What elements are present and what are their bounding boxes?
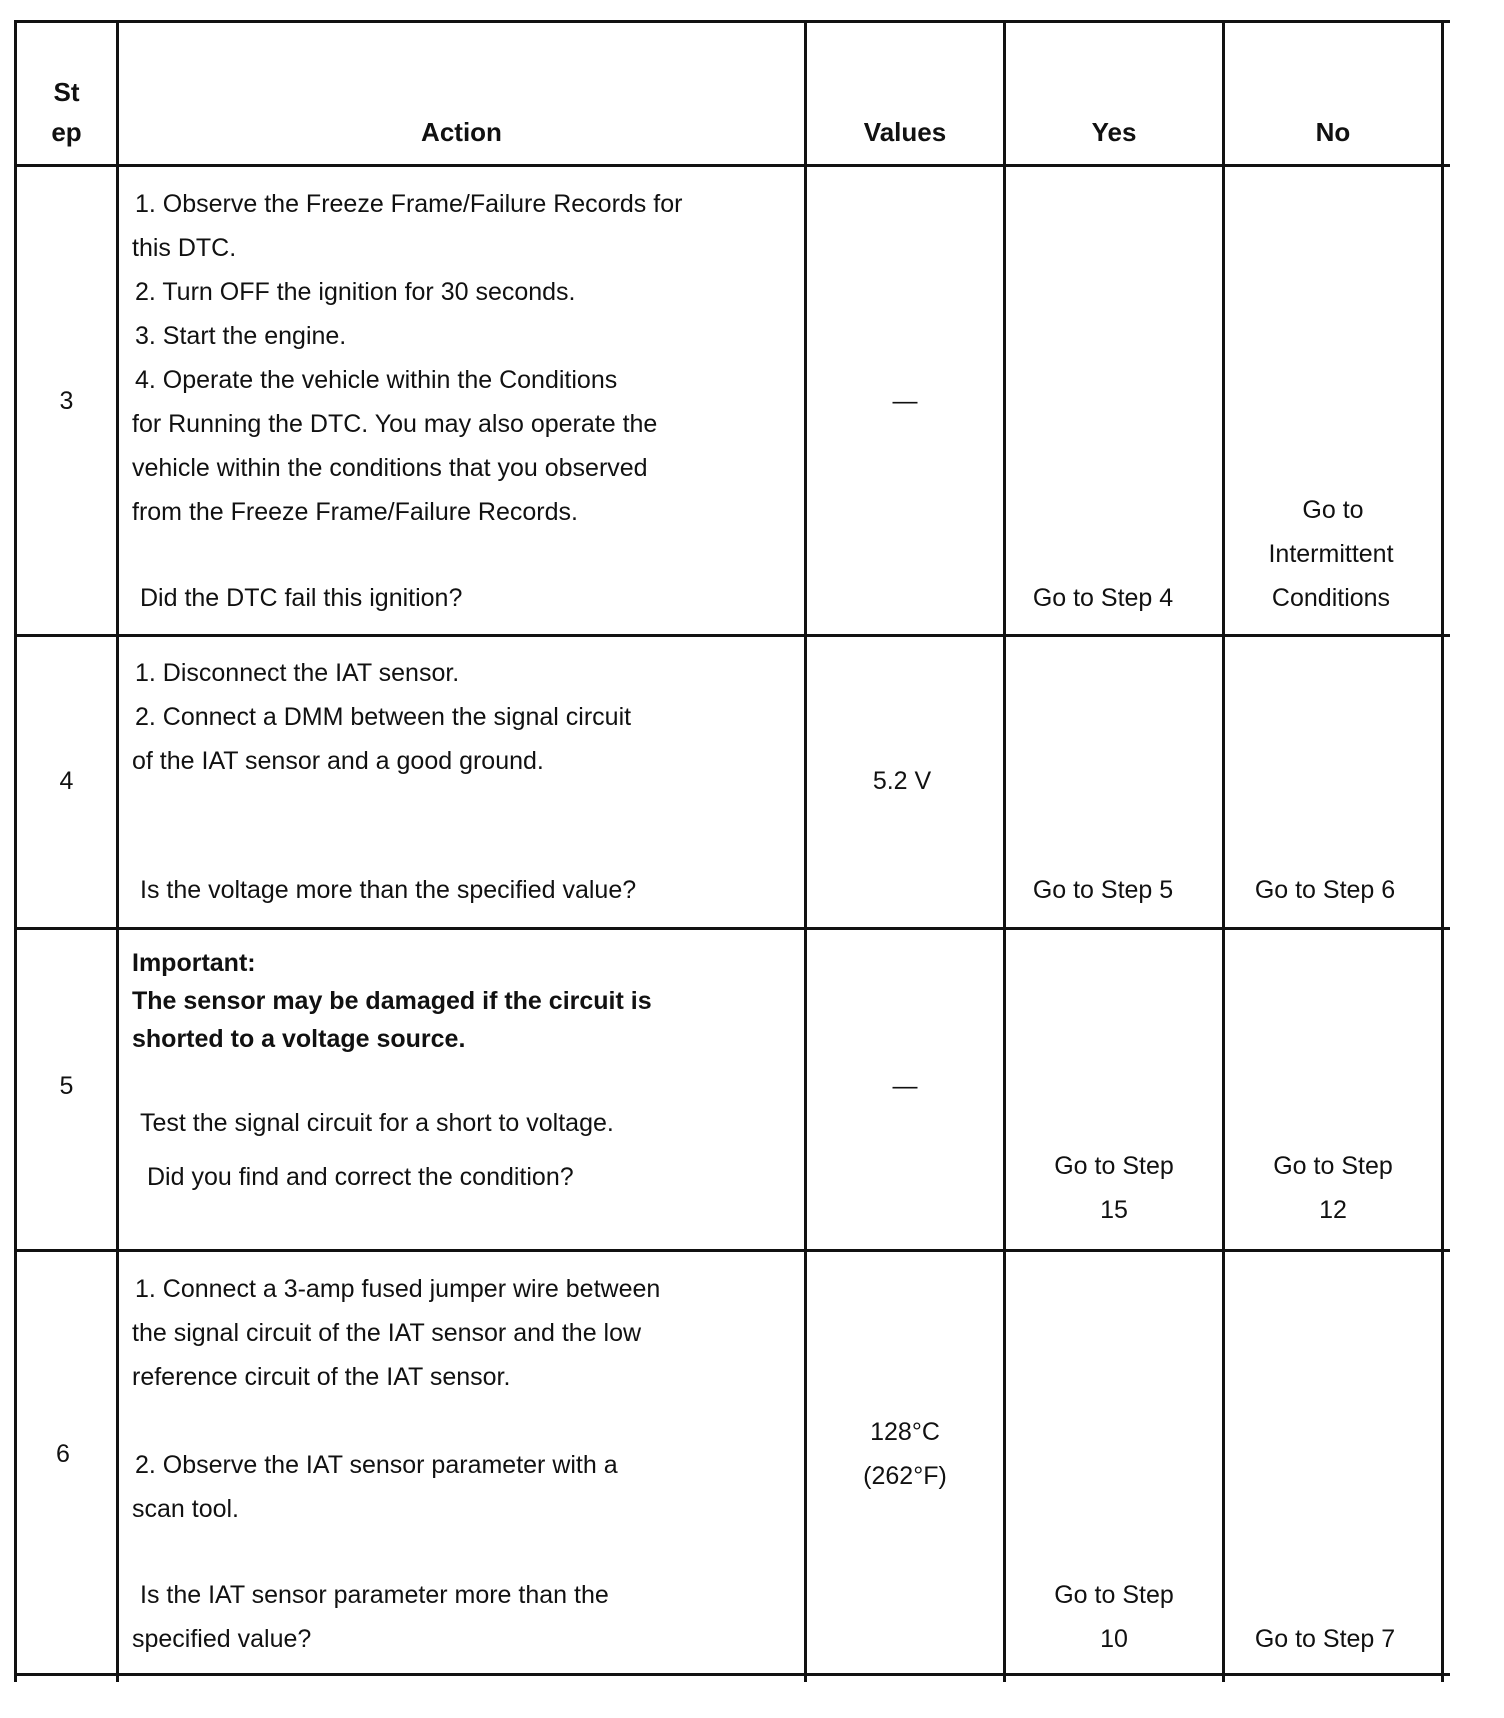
action-line: vehicle within the conditions that you observed [132, 454, 648, 482]
column-divider [1222, 20, 1225, 1682]
no-cell-line: Go to Step [1273, 1152, 1393, 1180]
header-step-line2: ep [51, 117, 82, 147]
action-line: 2. Turn OFF the ignition for 30 seconds. [135, 278, 576, 306]
header-yes: Yes [1091, 117, 1137, 147]
table-border-bottom [14, 1673, 1450, 1676]
action-line: Test the signal circuit for a short to voltage. [140, 1109, 614, 1137]
action-line: 1. Disconnect the IAT sensor. [135, 659, 460, 687]
action-question: Did you find and correct the condition? [147, 1163, 574, 1191]
value-cell-line: 128°C [870, 1418, 940, 1446]
step-number: 4 [59, 767, 74, 795]
table-border-top [14, 20, 1450, 23]
no-cell: Go to Step 6 [1254, 876, 1396, 904]
header-no: No [1315, 117, 1351, 147]
column-divider [116, 20, 119, 1682]
action-line: 4. Operate the vehicle within the Conditions [135, 366, 618, 394]
value-cell: — [892, 387, 918, 415]
action-question: Is the voltage more than the specified value? [140, 876, 637, 904]
no-cell-line: 12 [1319, 1196, 1347, 1224]
no-cell-line: Intermittent [1268, 540, 1394, 568]
important-label: Important: [132, 949, 256, 977]
action-line: 3. Start the engine. [135, 322, 347, 350]
no-cell-line: Go to [1302, 496, 1364, 524]
header-action: Action [421, 117, 502, 147]
header-values: Values [863, 117, 947, 147]
action-line: 2. Observe the IAT sensor parameter with a [135, 1451, 618, 1479]
action-line: of the IAT sensor and a good ground. [132, 747, 544, 775]
value-cell: — [892, 1072, 918, 1100]
row-divider [14, 164, 1450, 167]
step-number: 3 [59, 387, 74, 415]
yes-cell: Go to Step 4 [1032, 584, 1174, 612]
action-question: Did the DTC fail this ignition? [140, 584, 463, 612]
action-line: 2. Connect a DMM between the signal circuit [135, 703, 632, 731]
yes-cell-line: Go to Step [1054, 1152, 1174, 1180]
yes-cell: Go to Step 5 [1032, 876, 1174, 904]
no-cell: Go to Step 7 [1254, 1625, 1396, 1653]
action-line: this DTC. [132, 234, 237, 262]
diagnostic-table [14, 20, 1450, 1682]
no-cell-line: Conditions [1271, 584, 1391, 612]
action-line: 1. Observe the Freeze Frame/Failure Records for [135, 190, 683, 218]
action-line: reference circuit of the IAT sensor. [132, 1363, 511, 1391]
row-divider [14, 1249, 1450, 1252]
yes-cell-line: 10 [1100, 1625, 1128, 1653]
action-line: scan tool. [132, 1495, 240, 1523]
yes-cell-line: Go to Step [1054, 1581, 1174, 1609]
row-divider [14, 634, 1450, 637]
action-line: for Running the DTC. You may also operate the [132, 410, 658, 438]
header-step-line1: St [53, 77, 80, 107]
yes-cell-line: 15 [1100, 1196, 1128, 1224]
important-line: shorted to a voltage source. [132, 1025, 466, 1053]
step-number: 5 [59, 1072, 74, 1100]
action-question: Is the IAT sensor parameter more than the [140, 1581, 609, 1609]
step-number: 6 [56, 1440, 70, 1468]
action-question: specified value? [132, 1625, 312, 1653]
row-divider [14, 927, 1450, 930]
column-divider [1003, 20, 1006, 1682]
action-line: from the Freeze Frame/Failure Records. [132, 498, 578, 526]
action-line: the signal circuit of the IAT sensor and the low [132, 1319, 642, 1347]
table-border-right [1441, 20, 1444, 1682]
action-line: 1. Connect a 3-amp fused jumper wire between [135, 1275, 661, 1303]
value-cell: 5.2 V [872, 767, 932, 795]
important-line: The sensor may be damaged if the circuit is [132, 987, 652, 1015]
value-cell-line: (262°F) [863, 1462, 947, 1490]
